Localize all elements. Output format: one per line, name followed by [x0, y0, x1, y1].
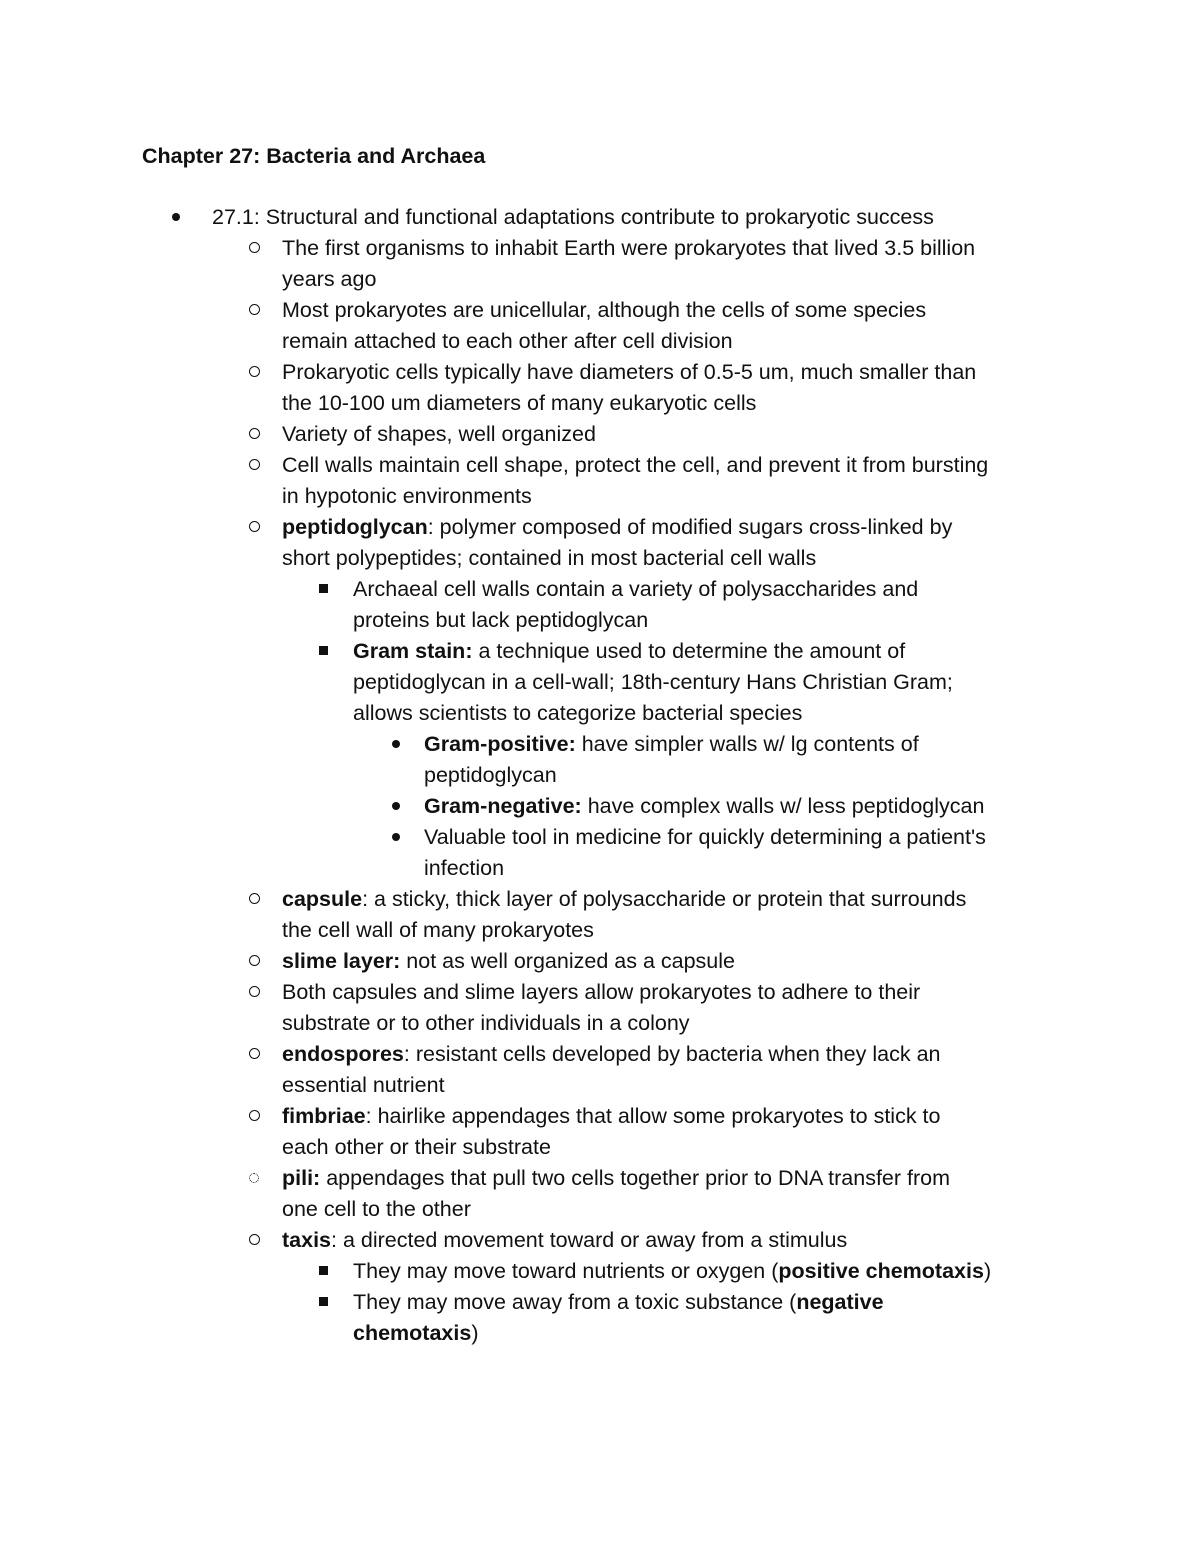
- term-fimbriae: fimbriae: [282, 1104, 366, 1128]
- term-negative: negative: [796, 1290, 884, 1314]
- bullet-circle-icon: [244, 233, 264, 264]
- bullet-circle-icon: [244, 357, 264, 388]
- list-item-text: [353, 1256, 991, 1287]
- definition-text: appendages that pull two cells together prior to DNA transfer from: [320, 1166, 951, 1190]
- bullet-circle-icon: [244, 1101, 264, 1132]
- definition-text: have complex walls w/ less peptidoglycan: [581, 794, 985, 818]
- term-positive-chemotaxis: positive chemotaxis: [778, 1259, 984, 1283]
- list-item-text: years ago: [282, 267, 377, 291]
- bullet-circle-icon: [244, 946, 264, 977]
- list-item-text: proteins but lack peptidoglycan: [353, 608, 649, 632]
- list-item-text: Cell walls maintain cell shape, protect the cell, and prevent it from bursting: [282, 453, 989, 477]
- term-gram-negative: Gram-negative:: [424, 794, 582, 818]
- list-item-text: infection: [424, 856, 505, 880]
- page-title: Chapter 27: Bacteria and Archaea: [142, 144, 486, 168]
- list-item-text: in hypotonic environments: [282, 484, 532, 508]
- bullet-circle-icon: [244, 419, 264, 450]
- list-item-text: Both capsules and slime layers allow prokaryotes to adhere to their: [282, 980, 921, 1004]
- list-item-text: allows scientists to categorize bacterial species: [353, 701, 803, 725]
- bullet-circle-icon: [244, 1039, 264, 1070]
- list-item-text: [282, 884, 966, 915]
- definition-text: : resistant cells developed by bacteria when they lack an: [403, 1042, 941, 1066]
- list-item-text: peptidoglycan: [424, 763, 557, 787]
- list-item-text: [424, 729, 919, 760]
- bullet-square-icon: [313, 574, 333, 605]
- term-endospores: endospores: [282, 1042, 404, 1066]
- bullet-disc-icon: [386, 729, 406, 760]
- list-item-text: essential nutrient: [282, 1073, 445, 1097]
- list-item-text: Archaeal cell walls contain a variety of polysaccharides and: [353, 577, 919, 601]
- list-item-text: [282, 946, 735, 977]
- list-item-text: the cell wall of many prokaryotes: [282, 918, 594, 942]
- term-peptidoglycan: peptidoglycan: [282, 515, 428, 539]
- definition-text: have simpler walls w/ lg contents of: [575, 732, 919, 756]
- bullet-square-icon: [313, 1287, 333, 1318]
- list-item-text: [282, 1039, 940, 1070]
- list-item-text: [282, 1163, 950, 1194]
- list-item-text: [282, 512, 952, 543]
- definition-text: : a directed movement toward or away from a stimulus: [331, 1228, 848, 1252]
- term-taxis: taxis: [282, 1228, 332, 1252]
- term-capsule: capsule: [282, 887, 363, 911]
- definition-text: : hairlike appendages that allow some prokaryotes to stick to: [365, 1104, 941, 1128]
- bullet-square-icon: [313, 1256, 333, 1287]
- term-slime-layer: slime layer:: [282, 949, 401, 973]
- list-item-text: [353, 636, 905, 667]
- list-item-text: [353, 1287, 884, 1318]
- definition-text: : polymer composed of modified sugars cross-linked by: [427, 515, 953, 539]
- list-item-text: [424, 791, 984, 822]
- sentence-text: They may move away from a toxic substance (: [353, 1290, 797, 1314]
- list-item-text: Valuable tool in medicine for quickly determining a patient's: [424, 825, 986, 849]
- bullet-circle-icon: [244, 295, 264, 326]
- bullet-circle-icon: [244, 1225, 264, 1256]
- list-item-text: peptidoglycan in a cell-wall; 18th-century Hans Christian Gram;: [353, 670, 953, 694]
- list-item-text: remain attached to each other after cell division: [282, 329, 733, 353]
- term-gram-positive: Gram-positive:: [424, 732, 576, 756]
- list-item-text: the 10-100 um diameters of many eukaryotic cells: [282, 391, 757, 415]
- sentence-text: ): [471, 1321, 479, 1345]
- bullet-disc-icon: [166, 202, 186, 233]
- sentence-text: They may move toward nutrients or oxygen (: [353, 1259, 779, 1283]
- bullet-square-icon: [313, 636, 333, 667]
- list-item-text: each other or their substrate: [282, 1135, 551, 1159]
- bullet-circle-icon: [244, 450, 264, 481]
- sentence-text: ): [983, 1259, 992, 1283]
- bullet-dotted-circle-icon: [244, 1163, 264, 1194]
- list-item-text: [353, 1318, 478, 1349]
- list-item-text: Prokaryotic cells typically have diameters of 0.5-5 um, much smaller than: [282, 360, 977, 384]
- bullet-circle-icon: [244, 884, 264, 915]
- list-item-text: [282, 1225, 847, 1256]
- bullet-circle-icon: [244, 977, 264, 1008]
- bullet-disc-icon: [386, 822, 406, 853]
- list-item-text: Most prokaryotes are unicellular, although the cells of some species: [282, 298, 927, 322]
- list-item-text: substrate or to other individuals in a colony: [282, 1011, 690, 1035]
- bullet-circle-icon: [244, 512, 264, 543]
- list-item-text: short polypeptides; contained in most bacterial cell walls: [282, 546, 817, 570]
- list-item-text: [282, 1101, 940, 1132]
- definition-text: a technique used to determine the amount of: [472, 639, 906, 663]
- term-pili: pili:: [282, 1166, 321, 1190]
- term-chemotaxis: chemotaxis: [353, 1321, 472, 1345]
- bullet-disc-icon: [386, 791, 406, 822]
- definition-text: : a sticky, thick layer of polysaccharide or protein that surrounds: [362, 887, 967, 911]
- list-item-text: one cell to the other: [282, 1197, 471, 1221]
- list-item-text: The first organisms to inhabit Earth were prokaryotes that lived 3.5 billion: [282, 236, 976, 260]
- list-item-text: Variety of shapes, well organized: [282, 422, 596, 446]
- definition-text: not as well organized as a capsule: [400, 949, 735, 973]
- section-heading: 27.1: Structural and functional adaptations contribute to prokaryotic success: [212, 205, 934, 229]
- term-gram-stain: Gram stain:: [353, 639, 473, 663]
